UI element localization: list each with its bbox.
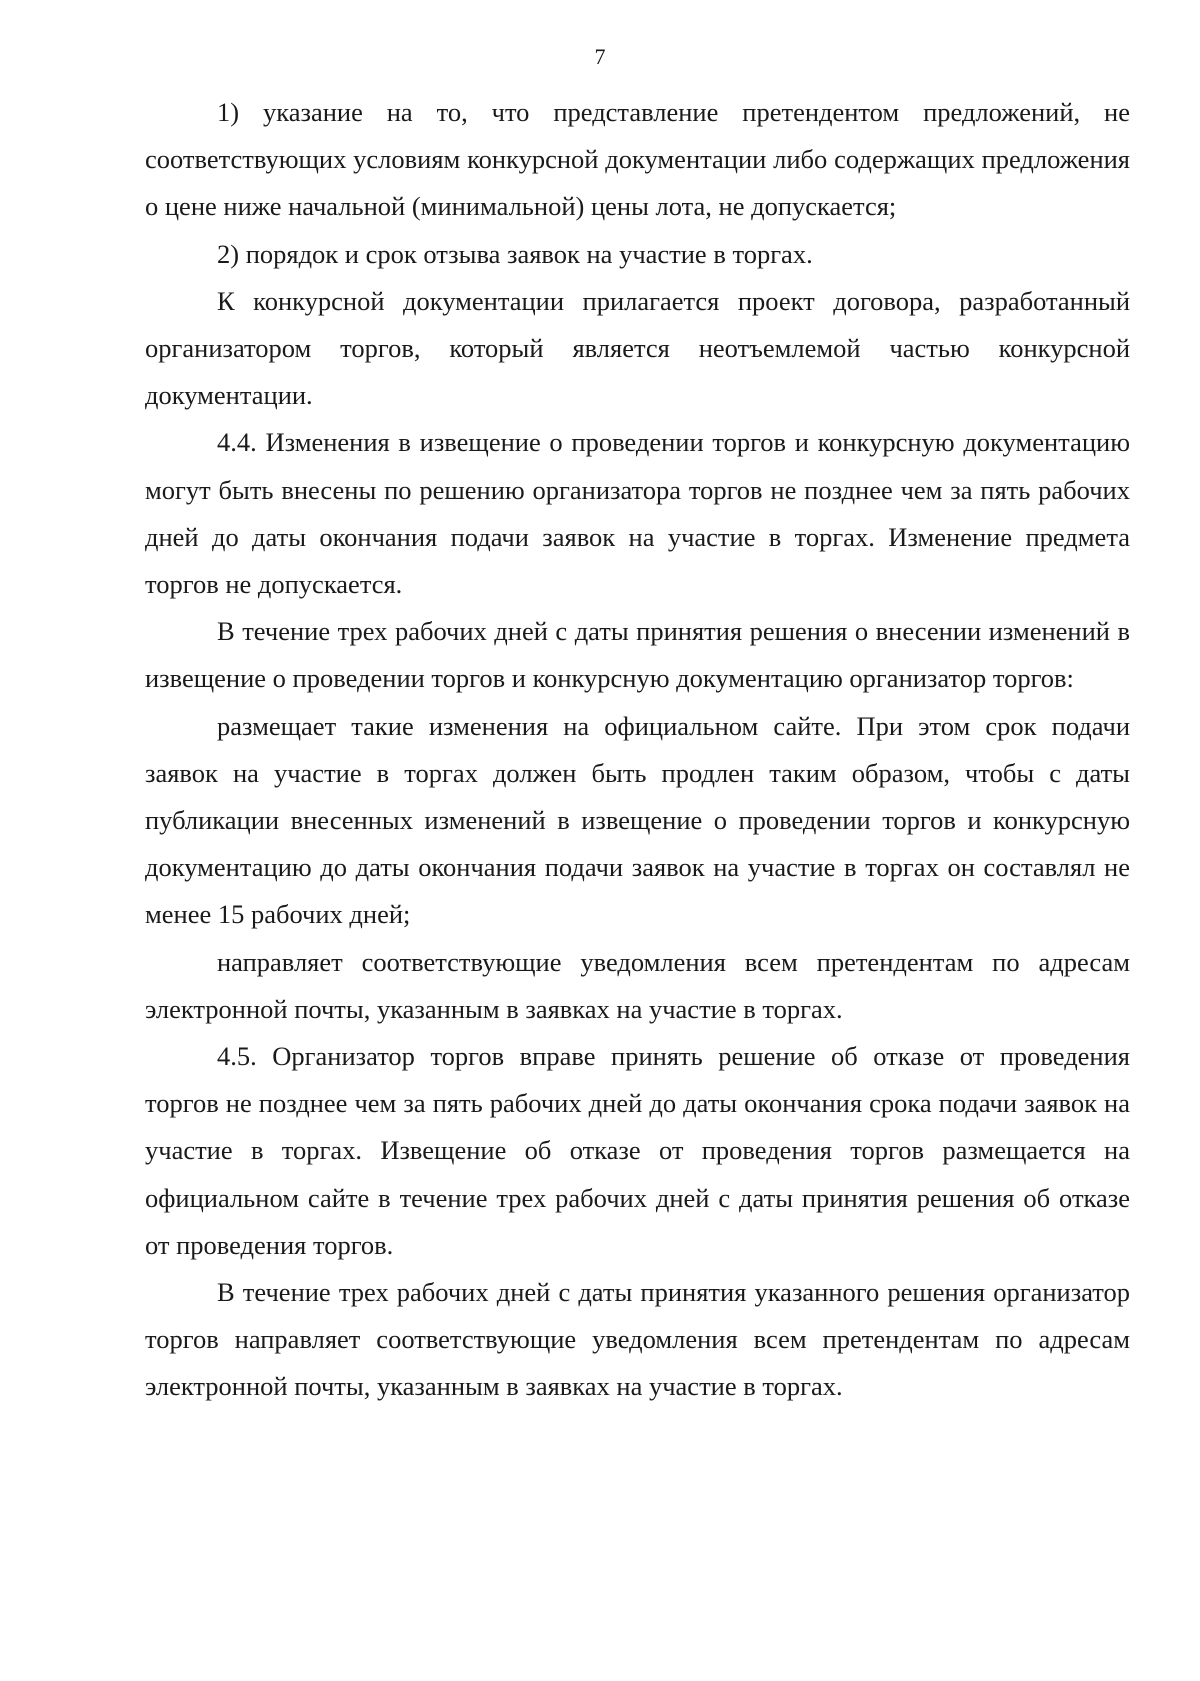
document-body (145, 89, 1130, 1411)
paragraph-section-4-4: 4.4. Изменения в извещение о проведении торгов и конкурсную документацию могут быть внесены по решению организатора торгов не позднее чем за пять рабочих дней до даты окончания подачи заявок на участие в торгах. Изменение предмета торгов не допускается. (145, 427, 1130, 600)
paragraph-section-4-5: 4.5. Организатор торгов вправе принять решение об отказе от проведения торгов не позднее чем за пять рабочих дней до даты окончания срока подачи заявок на участие в торгах. Извещение об отказе от проведения торгов размещается на официальном сайте в течение трех рабочих дней с даты принятия решения об отказе от проведения торгов. (145, 1041, 1130, 1260)
paragraph-changes-deadline: В течение трех рабочих дней с даты принятия решения о внесении изменений в извещение о проведении торгов и конкурсную документацию организатор торгов: (145, 616, 1130, 694)
page-number: 7 (594, 44, 606, 69)
paragraph-item-1: 1) указание на то, что представление претендентом предложений, не соответствующих условиям конкурсной документации либо содержащих предложения о цене ниже начальной (минимальной) цены лота, не допускается; (145, 97, 1130, 222)
paragraph-send-notifications: направляет соответствующие уведомления всем претендентам по адресам электронной почты, указанным в заявках на участие в торгах. (145, 946, 1130, 1024)
paragraph-refusal-notifications: В течение трех рабочих дней с даты принятия указанного решения организатор торгов направляет соответствующие уведомления всем претендентам по адресам электронной почты, указанным в заявках на участие в торгах. (145, 1277, 1130, 1402)
paragraph-attachment: К конкурсной документации прилагается проект договора, разработанный организатором торгов, который является неотъемлемой частью конкурсной документации. (145, 285, 1130, 411)
paragraph-publish-changes: размещает такие изменения на официальном сайте. При этом срок подачи заявок на участие в торгах должен быть продлен таким образом, чтобы с даты публикации внесенных изменений в извещение о проведении торгов и конкурсную документацию до даты окончания подачи заявок на участие в торгах он составлял не менее 15 рабочих дней; (145, 710, 1130, 930)
paragraph-item-2: 2) порядок и срок отзыва заявок на участие в торгах. (217, 238, 813, 269)
